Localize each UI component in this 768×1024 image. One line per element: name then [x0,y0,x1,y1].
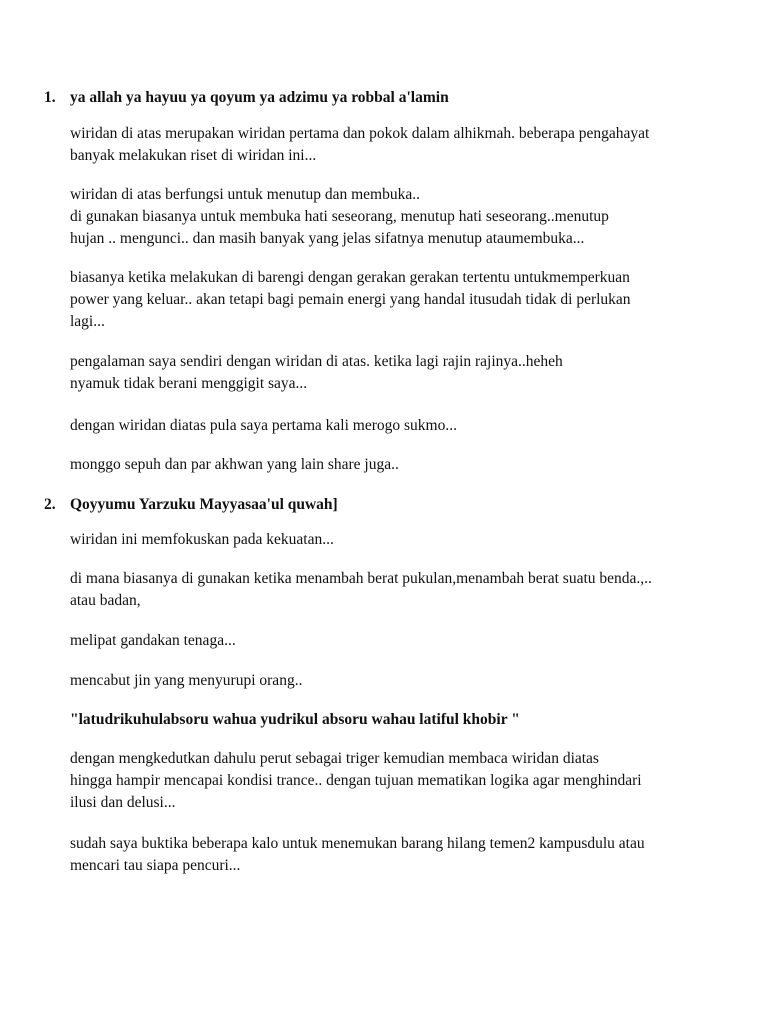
section-2-number: 2. [44,496,56,513]
paragraph-line: monggo sepuh dan par akhwan yang lain share juga.. [70,456,399,473]
paragraph-line: wiridan di atas berfungsi untuk menutup dan membuka.. [70,186,420,203]
section-1-paragraph-6 [70,454,760,476]
section-2-heading [44,495,338,515]
section-2-paragraph-1 [70,529,760,551]
paragraph-line: wiridan di atas merupakan wiridan pertama dan pokok dalam alhikmah. beberapa pengahayat [70,125,650,142]
section-1-paragraph-2 [70,184,760,250]
section-1-paragraph-4 [70,351,760,395]
section-2-paragraph-6 [70,748,760,814]
paragraph-line: power yang keluar.. akan tetapi bagi pemain energi yang handal itusudah tidak di perlukan [70,291,631,308]
paragraph-line: melipat gandakan tenaga... [70,632,236,649]
paragraph-line: nyamuk tidak berani menggigit saya... [70,375,308,392]
section-2-paragraph-2 [70,568,760,612]
section-2-paragraph-3 [70,630,760,652]
section-1-title: ya allah ya hayuu ya qoyum ya adzimu ya robbal a'lamin [70,89,449,106]
paragraph-line: mencabut jin yang menyurupi orang.. [70,672,303,689]
paragraph-line: pengalaman saya sendiri dengan wiridan di atas. ketika lagi rajin rajinya..heheh [70,353,563,370]
paragraph-line: lagi... [70,313,105,330]
quote-line: "latudrikuhulabsoru wahua yudrikul absoru wahau latiful khobir " [70,711,520,728]
paragraph-line: atau badan, [70,592,141,609]
paragraph-line: hujan .. mengunci.. dan masih banyak yang jelas sifatnya menutup ataumembuka... [70,230,585,247]
paragraph-line: sudah saya buktika beberapa kalo untuk menemukan barang hilang temen2 kampusdulu atau [70,835,645,852]
paragraph-line: dengan wiridan diatas pula saya pertama kali merogo sukmo... [70,417,457,434]
section-2-paragraph-7 [70,833,760,877]
section-1-number: 1. [44,89,56,106]
paragraph-line: banyak melakukan riset di wiridan ini... [70,147,317,164]
paragraph-line: di gunakan biasanya untuk membuka hati seseorang, menutup hati seseorang..menutup [70,208,609,225]
paragraph-line: hingga hampir mencapai kondisi trance.. dengan tujuan mematikan logika agar menghindari [70,772,642,789]
paragraph-line: biasanya ketika melakukan di barengi dengan gerakan gerakan tertentu untukmemperkuan [70,269,630,286]
section-1-paragraph-5 [70,415,760,437]
section-1-paragraph-1 [70,123,760,167]
section-1-heading [44,88,449,108]
section-2-quote [70,709,760,731]
paragraph-line: di mana biasanya di gunakan ketika menambah berat pukulan,menambah berat suatu benda.,.. [70,570,652,587]
paragraph-line: dengan mengkedutkan dahulu perut sebagai triger kemudian membaca wiridan diatas [70,750,599,767]
section-1-paragraph-3 [70,267,760,333]
paragraph-line: wiridan ini memfokuskan pada kekuatan... [70,531,334,548]
paragraph-line: ilusi dan delusi... [70,794,176,811]
section-2-title: Qoyyumu Yarzuku Mayyasaa'ul quwah] [70,496,338,513]
paragraph-line: mencari tau siapa pencuri... [70,857,241,874]
section-2-paragraph-4 [70,670,760,692]
